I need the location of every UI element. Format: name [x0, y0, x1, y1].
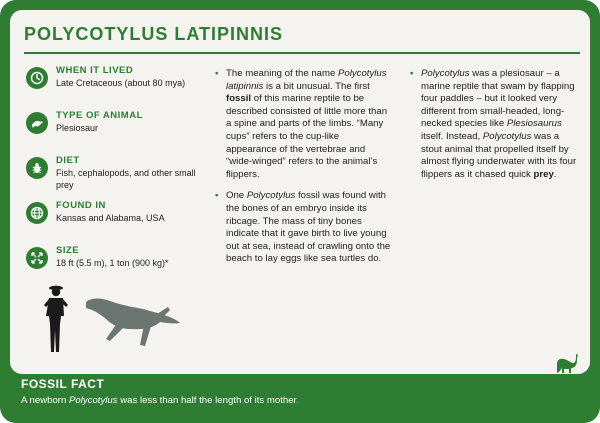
text-segment: was a stout animal that propelled itself by almost flying underwater with its four flippers as it chased quick	[421, 130, 577, 180]
text-segment: Polycotylus	[421, 68, 470, 79]
fact-type-of-animal	[26, 110, 208, 153]
bullet-point: •	[410, 68, 414, 79]
fact-label: SIZE	[56, 245, 80, 256]
paragraph	[410, 68, 578, 181]
text-segment: Polycotylus	[69, 395, 118, 406]
fact-value: Kansas and Alabama, USA	[56, 213, 165, 223]
clock-icon	[26, 67, 48, 89]
text-segment: Plesiosaurus	[506, 118, 562, 130]
bug-icon	[26, 157, 48, 179]
paragraph	[215, 68, 391, 181]
human-silhouette	[44, 286, 68, 352]
text-segment: is a bit unusual. The first	[263, 80, 370, 92]
text-segment: was a plesiosaur – a marine reptile that swam by flapping four paddles – but it looked very different from small-headed, long-necked species like	[421, 68, 575, 130]
fact-value: Late Cretaceous (about 80 mya)	[56, 78, 186, 88]
fact-value: Plesiosaur	[56, 123, 99, 133]
text-segment: itself. Instead,	[421, 130, 483, 142]
text-segment: was less than half the length of its mother.	[117, 395, 299, 406]
bullet-point: •	[215, 190, 219, 202]
fact-value: 18 ft (5.5 m), 1 ton (900 kg)*	[56, 258, 169, 268]
glossary-term: fossil	[226, 93, 252, 105]
fact-found-in	[26, 200, 208, 243]
lizard-icon	[26, 112, 48, 134]
fact-label: DIET	[56, 155, 80, 166]
bullet-point: •	[215, 68, 219, 79]
glossary-term: prey	[533, 168, 554, 180]
text-segment: The meaning of the name	[226, 68, 338, 79]
facts-sidebar	[26, 65, 208, 290]
text-segment: Polycotylus	[482, 130, 532, 142]
fact-label: TYPE OF ANIMAL	[56, 110, 143, 121]
text-segment: fossil was found with the bones of an embryo inside its ribcage. The mass of tiny bones indicate that it gave birth to live young out at sea, instead of crawling onto the beach to lay eggs like sea turtles do.	[226, 190, 391, 265]
text-segment: of this marine reptile to be described consisted of little more than a spine and parts of the limbs. “Many cups” refers to the cup-like appearance of the vertebrae and “wide-winged” refers to the animal’s flippers.	[226, 93, 388, 180]
title-divider	[24, 52, 580, 54]
globe-icon	[26, 202, 48, 224]
text-column-1	[215, 68, 391, 275]
fact-value: Fish, cephalopods, and other small prey	[56, 168, 196, 190]
card-panel	[10, 10, 590, 374]
paragraph	[215, 190, 391, 266]
fact-label: FOUND IN	[56, 200, 106, 211]
text-column-2	[410, 68, 578, 190]
text-segment: One	[226, 190, 247, 202]
dinosaur-logo	[551, 351, 581, 374]
text-segment: Polycotylus	[246, 190, 296, 202]
fact-when-it-lived	[26, 65, 208, 108]
text-segment: .	[553, 168, 557, 180]
plesiosaur-silhouette	[86, 299, 180, 347]
size-comparison-illustration	[36, 282, 216, 354]
fossil-fact-text	[21, 395, 299, 406]
page-title: POLYCOTYLUS LATIPINNIS	[24, 24, 284, 44]
expand-arrows-icon	[26, 247, 48, 269]
fact-label: WHEN IT LIVED	[56, 65, 134, 76]
fossil-fact-heading: FOSSIL FACT	[21, 377, 105, 391]
fact-diet	[26, 155, 208, 198]
text-segment: Polycotylus latipinnis	[226, 68, 387, 92]
text-segment: A newborn	[21, 395, 70, 406]
